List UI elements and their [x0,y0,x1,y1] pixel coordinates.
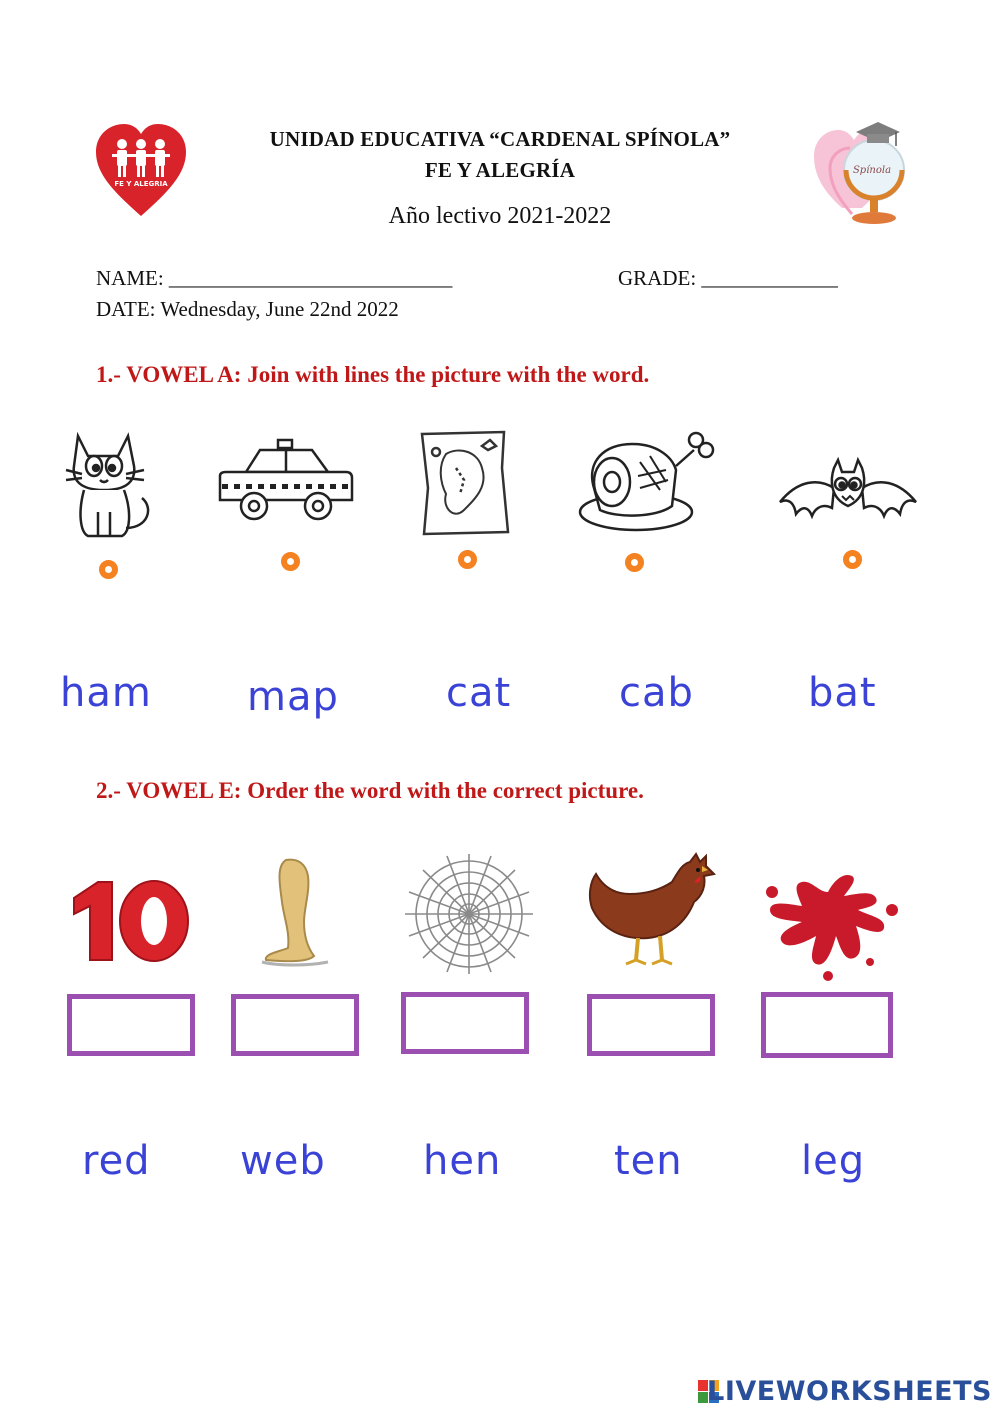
cat-icon [64,432,159,547]
answer-box[interactable] [761,992,893,1058]
leg-icon [258,856,342,973]
logo-text: FE Y ALEGRIA [114,180,168,188]
connect-dot[interactable] [458,550,477,569]
word-bat: bat [808,670,877,716]
word-ten: ten [614,1138,683,1184]
school-year: Año lectivo 2021-2022 [388,203,612,229]
word-cat: cat [446,670,512,716]
map-icon [416,428,512,543]
answer-box[interactable] [67,994,195,1056]
taxi-cab-icon [216,438,356,529]
fe-y-alegria-logo [94,122,188,223]
name-field: NAME: ___________________________ [96,266,453,290]
section1-instruction: 1.- VOWEL A: Join with lines the picture with the word. [96,362,650,387]
school-name [200,124,800,186]
ham-icon [576,430,716,541]
bat-icon [778,458,918,529]
word-leg: leg [801,1138,866,1184]
connect-dot[interactable] [625,553,644,572]
word-hen: hen [423,1138,502,1184]
school-line-1: UNIDAD EDUCATIVA “CARDENAL SPÍNOLA” [269,127,731,151]
web-icon [404,852,534,981]
section2-instruction: 2.- VOWEL E: Order the word with the correct picture. [96,778,644,803]
grade-field: GRADE: _____________ [618,266,838,290]
answer-box[interactable] [231,994,359,1056]
red-splash-icon [752,864,904,987]
word-web: web [240,1138,326,1184]
connect-dot[interactable] [281,552,300,571]
word-red: red [82,1138,151,1184]
spinola-globe-logo [812,118,924,235]
word-ham: ham [60,670,152,716]
connect-dot[interactable] [843,550,862,569]
school-line-2: FE Y ALEGRÍA [424,158,576,182]
ten-icon [66,876,194,971]
logo-right-text: Spínola [852,165,892,176]
date-field: DATE: Wednesday, June 22nd 2022 [96,297,399,321]
answer-box[interactable] [587,994,715,1056]
word-map: map [247,674,339,720]
connect-dot[interactable] [99,560,118,579]
hen-icon [586,852,718,981]
liveworksheets-brand[interactable]: LIVEWORKSHEETS [707,1376,992,1407]
word-cab: cab [619,670,694,716]
answer-box[interactable] [401,992,529,1054]
